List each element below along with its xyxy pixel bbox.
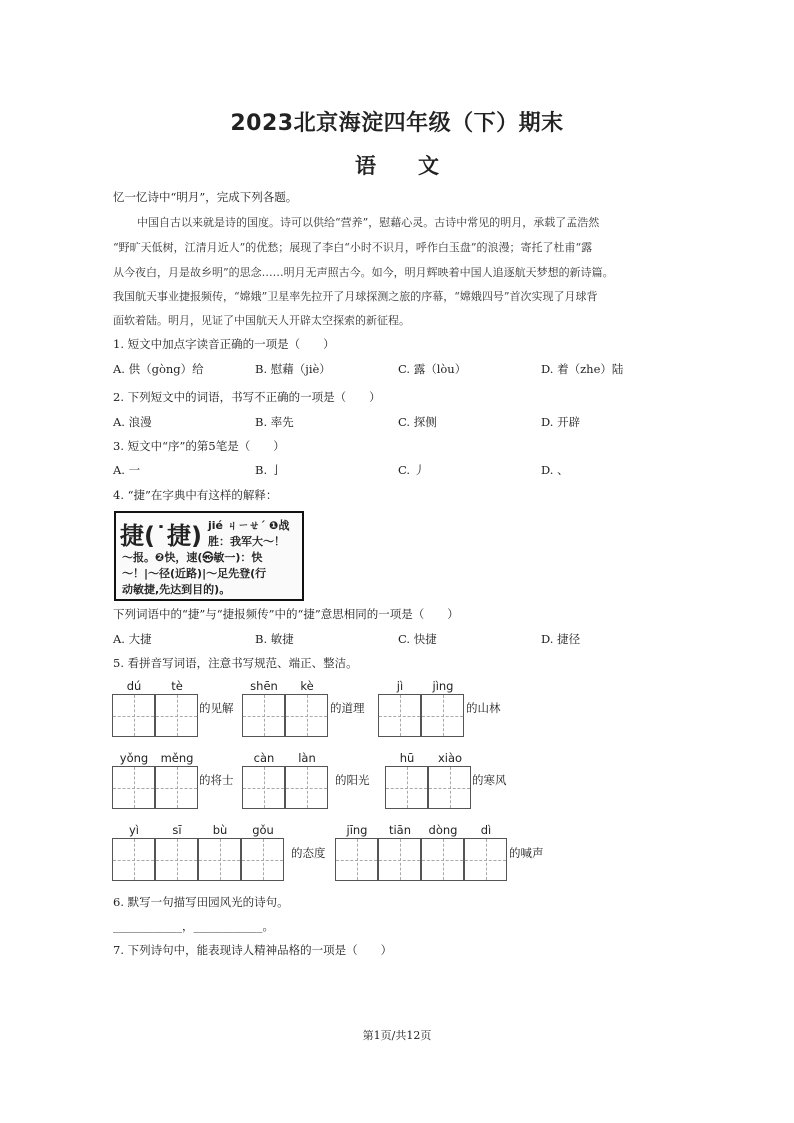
q1-option-b[interactable]: B. 慰藉（jiè） [255,362,331,376]
question-3-stem: 3. 短文中“序”的第5笔是（ ） [113,439,285,453]
writing-grid-box[interactable] [285,694,328,737]
q2-option-b[interactable]: B. 率先 [255,415,294,429]
pinyin-label: kè [300,679,314,693]
pinyin-label: yǒng [119,751,149,765]
q2-option-a[interactable]: A. 浪漫 [113,415,152,429]
pinyin-label: jīng [346,823,368,837]
answer-blank[interactable]: ____________，____________。 [113,919,274,933]
question-5-stem: 5. 看拼音写词语，注意书写规范、端正、整洁。 [113,656,358,670]
word-suffix: 的喊声 [509,846,544,860]
q2-option-d[interactable]: D. 开辟 [541,415,581,429]
question-1-stem: 1. 短文中加点字读音正确的一项是（ ） [113,337,335,351]
pinyin-label: shēn [250,679,278,693]
q1-option-a[interactable]: A. 供（gòng）给 [113,362,204,376]
pinyin-label: dì [480,823,492,837]
word-suffix: 的道理 [330,701,365,715]
q1-option-d[interactable]: D. 着（zhe）陆 [541,362,624,376]
q4-option-c[interactable]: C. 快捷 [398,632,437,646]
dictionary-line: ～！|～径(近路)|～足先登(行 [122,567,267,580]
writing-grid-box[interactable] [155,838,198,881]
pinyin-label: tiān [388,823,412,837]
question-7-stem: 7. 下列诗句中，能表现诗人精神品格的一项是（ ） [113,943,393,957]
pinyin-label: dòng [428,823,458,837]
writing-grid-box[interactable] [155,766,198,809]
writing-grid-box[interactable] [285,766,328,809]
word-suffix: 的寒风 [472,773,507,787]
writing-grid-box[interactable] [378,838,421,881]
q4-option-b[interactable]: B. 敏捷 [255,632,294,646]
pinyin-label: měng [160,751,194,765]
writing-grid-box[interactable] [421,694,464,737]
question-6-stem: 6. 默写一句描写田园风光的诗句。 [113,895,289,909]
word-suffix: 的将士 [199,773,234,787]
writing-grid-box[interactable] [385,766,428,809]
pinyin-label: jìng [432,679,454,693]
dictionary-line: jié ㄐㄧㄝˊ ❶战 [208,519,290,532]
passage-line: 我国航天事业捷报频传，“嫦娥”卫星率先拉开了月球探测之旅的序幕，“嫦娥四号”首次实现了月球背 [113,290,598,303]
writing-grid-box[interactable] [242,766,285,809]
passage-line: 面软着陆。明月，见证了中国航天人开辟太空探索的新征程。 [113,314,410,327]
q4-option-a[interactable]: A. 大捷 [113,632,152,646]
writing-grid-box[interactable] [464,838,507,881]
page-footer: 第1页/共12页 [362,1029,432,1042]
writing-grid-box[interactable] [378,694,421,737]
q4-option-d[interactable]: D. 捷径 [541,632,581,646]
q3-option-a[interactable]: A. 一 [113,463,141,477]
q1-option-c[interactable]: C. 露（lòu） [398,362,467,376]
pinyin-label: sī [172,823,182,837]
question-4-follow: 下列词语中的“捷”与“捷报频传”中的“捷”意思相同的一项是（ ） [113,607,459,621]
pinyin-label: gǒu [252,823,274,837]
passage-line: 从今夜白，月是故乡明”的思念……明月无声照古今。如今，明月辉映着中国人追逐航天梦想的新诗篇。 [113,266,614,279]
writing-grid-box[interactable] [112,766,155,809]
pinyin-label: bù [212,823,228,837]
dictionary-entry-image [114,511,304,601]
dictionary-headword: 捷(˙捷) [120,522,202,550]
writing-grid-box[interactable] [421,838,464,881]
pinyin-label: yì [128,823,139,837]
writing-grid-box[interactable] [242,694,285,737]
writing-grid-box[interactable] [155,694,198,737]
section-intro: 忆一忆诗中“明月”，完成下列各题。 [113,190,298,204]
q3-option-c[interactable]: C. 丿 [398,463,426,477]
pinyin-label: hū [399,751,415,765]
question-4-stem: 4. “捷”在字典中有这样的解释： [113,488,278,502]
writing-grid-box[interactable] [428,766,471,809]
passage-line: 中国自古以来就是诗的国度。诗可以供给“营养”，慰藉心灵。古诗中常见的明月，承载了孟浩然 [137,216,600,229]
writing-grid-box[interactable] [198,838,241,881]
pinyin-label: xiào [437,751,463,765]
writing-grid-box[interactable] [112,838,155,881]
dictionary-line: ～报。❷快，速(㉿敏一)：快 [122,551,263,564]
word-suffix: 的态度 [291,846,326,860]
dictionary-line: 胜：我军大～！ [208,535,285,548]
word-suffix: 的阳光 [335,773,370,787]
subject-title: 语 文 [355,154,439,178]
q2-option-c[interactable]: C. 探侧 [398,415,437,429]
q3-option-b[interactable]: B. 亅 [255,463,283,477]
writing-grid-box[interactable] [335,838,378,881]
pinyin-label: dú [126,679,142,693]
writing-grid-box[interactable] [112,694,155,737]
question-2-stem: 2. 下列短文中的词语，书写不正确的一项是（ ） [113,390,381,404]
page-title: 2023北京海淀四年级（下）期末 [230,111,564,136]
q3-option-d[interactable]: D. 、 [541,463,569,477]
pinyin-label: tè [171,679,183,693]
pinyin-label: jì [396,679,404,693]
passage-line: “野旷天低树，江清月近人”的优愁；展现了李白“小时不识月，呼作白玉盘”的浪漫；寄托了杜甫“露 [113,241,593,254]
pinyin-label: làn [298,751,316,765]
dictionary-line: 动敏捷,先达到目的)。 [122,583,231,596]
writing-grid-box[interactable] [241,838,284,881]
word-suffix: 的见解 [199,701,234,715]
pinyin-label: càn [253,751,275,765]
word-suffix: 的山林 [466,701,501,715]
